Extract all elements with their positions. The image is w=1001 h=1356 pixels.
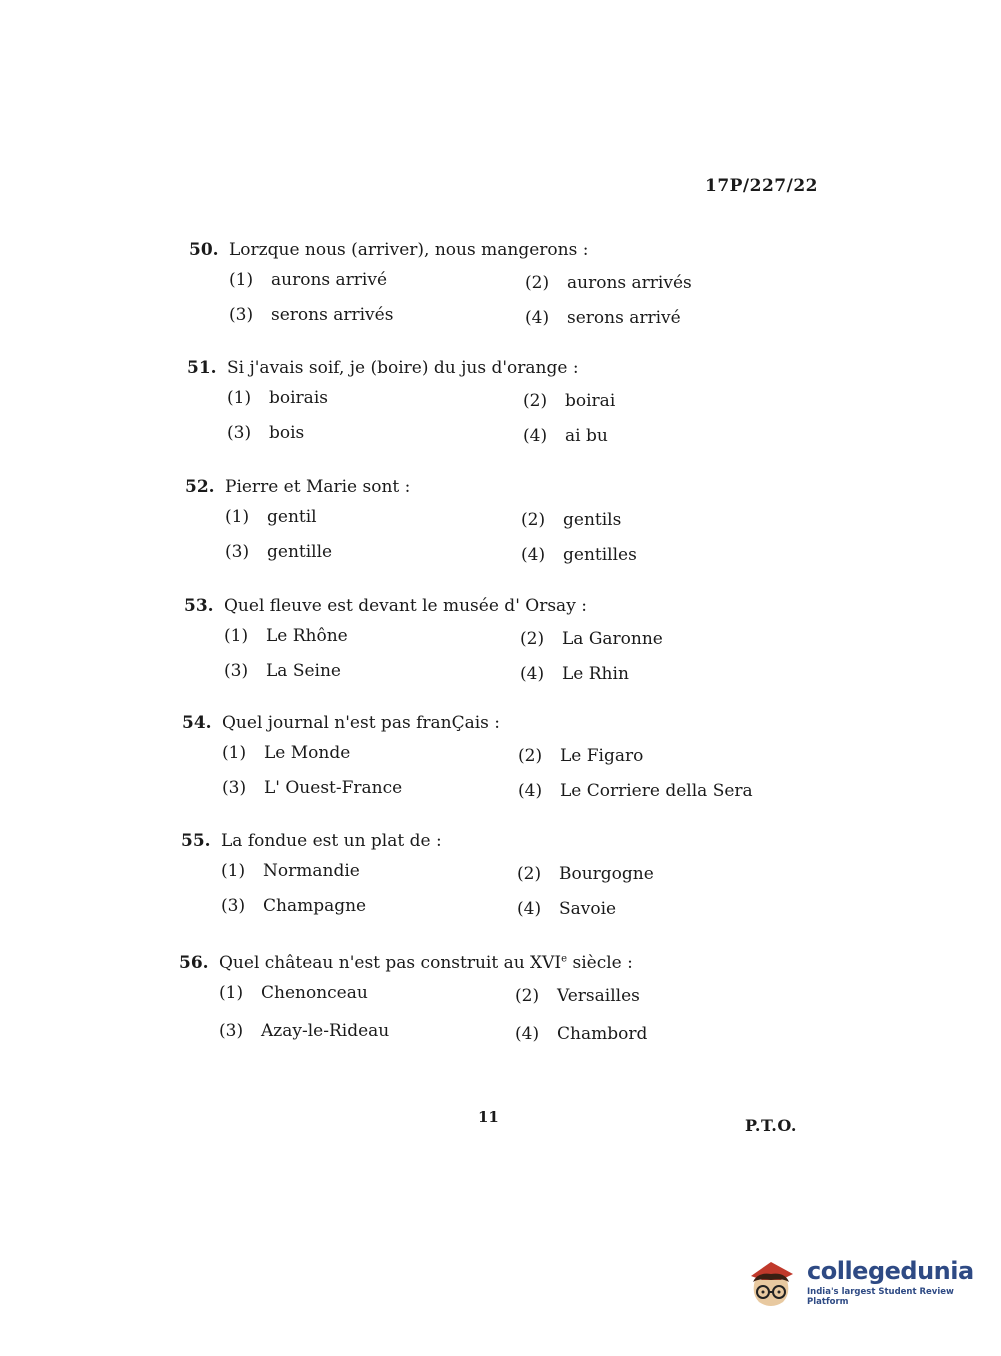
option-number: (1) [224,626,249,646]
option-1 [229,270,525,293]
option-4 [520,664,820,684]
option-2 [523,391,823,411]
option-2 [518,746,818,766]
option-text: Le Figaro [560,746,644,766]
option-1 [221,861,517,884]
option-text: serons arrivé [567,308,681,328]
question-number: 53. [184,596,214,616]
option-number: (3) [227,423,252,443]
page-number: 11 [478,1108,499,1126]
option-1 [225,507,521,530]
question-text: Quel journal n'est pas franÇais : [222,713,501,733]
option-number: (3) [219,1021,244,1041]
question-text: Quel château n'est pas construit au XVIe siècle : [219,953,633,973]
question-number: 52. [185,477,215,497]
option-text: gentille [267,542,333,562]
pto-label: P.T.O. [745,1116,797,1135]
option-text: boirais [269,388,328,408]
question-52 [185,477,825,565]
option-2 [525,273,825,293]
option-1 [219,983,515,1006]
option-4 [517,899,817,919]
option-text: L' Ouest-France [264,778,403,798]
option-number: (1) [221,861,246,881]
option-text: Champagne [263,896,367,916]
option-number: (4) [517,899,542,919]
question-number: 55. [181,831,211,851]
mascot-icon [743,1254,799,1310]
option-2 [520,629,820,649]
option-number: (3) [221,896,246,916]
option-2 [521,510,821,530]
question-51 [187,358,827,446]
option-3 [221,896,517,919]
option-4 [523,426,823,446]
option-text: Chenonceau [261,983,368,1003]
option-text: Le Corriere della Sera [560,781,753,801]
question-text: Quel fleuve est devant le musée d' Orsay : [224,596,587,616]
option-text: gentil [267,507,317,527]
option-number: (4) [515,1024,540,1044]
option-3 [222,778,518,801]
option-text: Savoie [559,899,617,919]
question-number: 50. [189,240,219,260]
option-3 [224,661,520,684]
option-number: (1) [222,743,247,763]
option-4 [525,308,825,328]
question-53 [184,596,824,684]
option-number: (1) [227,388,252,408]
option-text: Le Rhône [266,626,348,646]
option-text: bois [269,423,305,443]
option-number: (4) [525,308,550,328]
option-3 [229,305,525,328]
option-number: (2) [517,864,542,884]
question-number: 51. [187,358,217,378]
option-number: (2) [520,629,545,649]
option-number: (3) [229,305,254,325]
option-text: La Garonne [562,629,663,649]
option-number: (1) [219,983,244,1003]
question-text: Si j'avais soif, je (boire) du jus d'orange : [227,358,579,378]
option-number: (2) [523,391,548,411]
option-text: gentils [563,510,622,530]
paper-code: 17P/227/22 [704,176,818,196]
option-text: ai bu [565,426,608,446]
question-50 [189,240,829,328]
option-text: boirai [565,391,616,411]
option-1 [227,388,523,411]
question-55 [181,831,821,919]
option-text: aurons arrivés [567,273,692,293]
option-number: (1) [229,270,254,290]
collegedunia-logo[interactable] [743,1252,973,1312]
question-text: Lorzque nous (arriver), nous mangerons : [229,240,589,260]
option-1 [224,626,520,649]
logo-tagline: India's largest Student Review Platform [807,1287,954,1307]
option-text: Chambord [557,1024,648,1044]
option-2 [515,986,815,1006]
option-text: aurons arrivé [271,270,388,290]
option-text: Le Monde [264,743,351,763]
option-text: gentilles [563,545,637,565]
question-text: Pierre et Marie sont : [225,477,411,497]
option-text: serons arrivés [271,305,394,325]
question-number: 54. [182,713,212,733]
option-text: Versailles [557,986,640,1006]
option-text: Normandie [263,861,360,881]
option-number: (4) [520,664,545,684]
option-number: (4) [518,781,543,801]
option-4 [515,1024,815,1044]
question-56 [179,953,819,1044]
option-text: La Seine [266,661,341,681]
option-number: (1) [225,507,250,527]
option-2 [517,864,817,884]
option-text: Le Rhin [562,664,629,684]
option-number: (3) [225,542,250,562]
option-number: (2) [521,510,546,530]
question-number: 56. [179,953,209,973]
question-54 [182,713,822,801]
option-3 [227,423,523,446]
option-number: (3) [222,778,247,798]
option-text: Bourgogne [559,864,654,884]
option-number: (2) [525,273,550,293]
option-1 [222,743,518,766]
option-4 [518,781,818,801]
logo-brand: collegedunia [807,1257,974,1285]
question-text: La fondue est un plat de : [221,831,442,851]
option-number: (3) [224,661,249,681]
option-number: (4) [523,426,548,446]
option-text: Azay-le-Rideau [261,1021,390,1041]
option-number: (4) [521,545,546,565]
option-3 [219,1021,515,1044]
option-number: (2) [518,746,543,766]
option-number: (2) [515,986,540,1006]
option-4 [521,545,821,565]
option-3 [225,542,521,565]
